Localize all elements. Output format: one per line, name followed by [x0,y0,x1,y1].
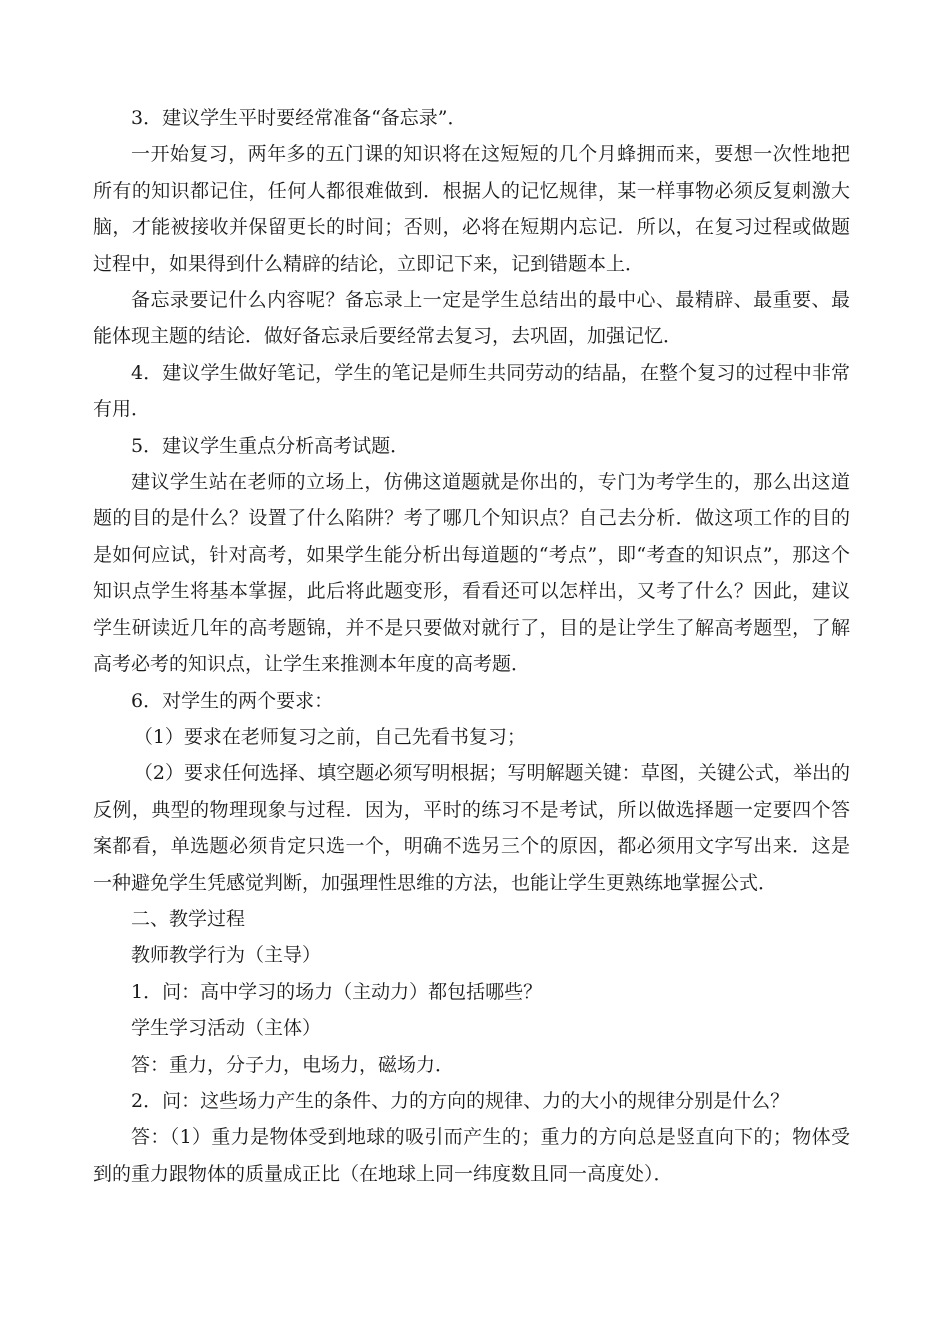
exam-analysis-paragraph: 建议学生站在老师的立场上，仿佛这道题就是你出的，专门为考学生的，那么出这道题的目的是什么？设置了什么陷阱？考了哪几个知识点？自己去分析．做这项工作的目的是如何应试，针对高考，如果学生能分析出每道题的“考点”，即“考查的知识点”，那这个知识点学生将基本掌握，此后将此题变形，看看还可以怎样出，又考了什么？因此，建议学生研读近几年的高考题锦，并不是只要做对就行了，目的是让学生了解高考题型，了解高考必考的知识点，让学生来推测本年度的高考题． [93,471,850,676]
item-5-heading: 5．建议学生重点分析高考试题． [131,434,410,457]
item-4-notes: 4．建议学生做好笔记，学生的笔记是师生共同劳动的结晶，在整个复习的过程中非常有用． [93,361,850,421]
student-activity-label: 学生学习活动（主体） [131,1017,322,1040]
teacher-behavior-label: 教师教学行为（主导） [131,944,322,967]
answer-1: 答：重力，分子力，电场力，磁场力． [131,1053,455,1076]
memo-paragraph-1: 一开始复习，两年多的五门课的知识将在这短短的几个月蜂拥而来，要想一次性地把所有的知识都记住，任何人都很难做到．根据人的记忆规律，某一样事物必须反复刺激大脑，才能被接收并保留更长的时间；否则，必将在短期内忘记．所以，在复习过程或做题过程中，如果得到什么精辟的结论，立即记下来，记到错题本上． [93,143,850,275]
item-3-heading: 3．建议学生平时要经常准备“备忘录”． [131,107,467,129]
answer-2: 答：（1）重力是物体受到地球的吸引而产生的；重力的方向总是竖直向下的；物体受到的重力跟物体的质量成正比（在地球上同一纬度数且同一高度处）． [93,1126,850,1185]
memo-paragraph-2: 备忘录要记什么内容呢？备忘录上一定是学生总结出的最中心、最精辟、最重要、最能体现主题的结论．做好备忘录后要经常去复习，去巩固，加强记忆． [93,289,850,348]
section-teaching-process: 二、教学过程 [131,907,246,930]
requirement-1: （1）要求在老师复习之前，自己先看书复习； [133,725,526,748]
document-page [93,100,850,1192]
question-2: 2．问：这些场力产生的条件、力的方向的规律、力的大小的规律分别是什么？ [131,1089,790,1112]
question-1: 1．问：高中学习的场力（主动力）都包括哪些？ [131,980,543,1003]
requirement-2: （2）要求任何选择、填空题必须写明根据；写明解题关键：草图，关键公式，举出的反例，典型的物理现象与过程．因为，平时的练习不是考试，所以做选择题一定要四个答案都看，单选题必须肯定只选一个，明确不选另三个的原因，都必须用文字写出来．这是一种避免学生凭感觉判断，加强理性思维的方法，也能让学生更熟练地掌握公式． [93,762,850,894]
item-6-heading: 6．对学生的两个要求： [131,689,334,712]
